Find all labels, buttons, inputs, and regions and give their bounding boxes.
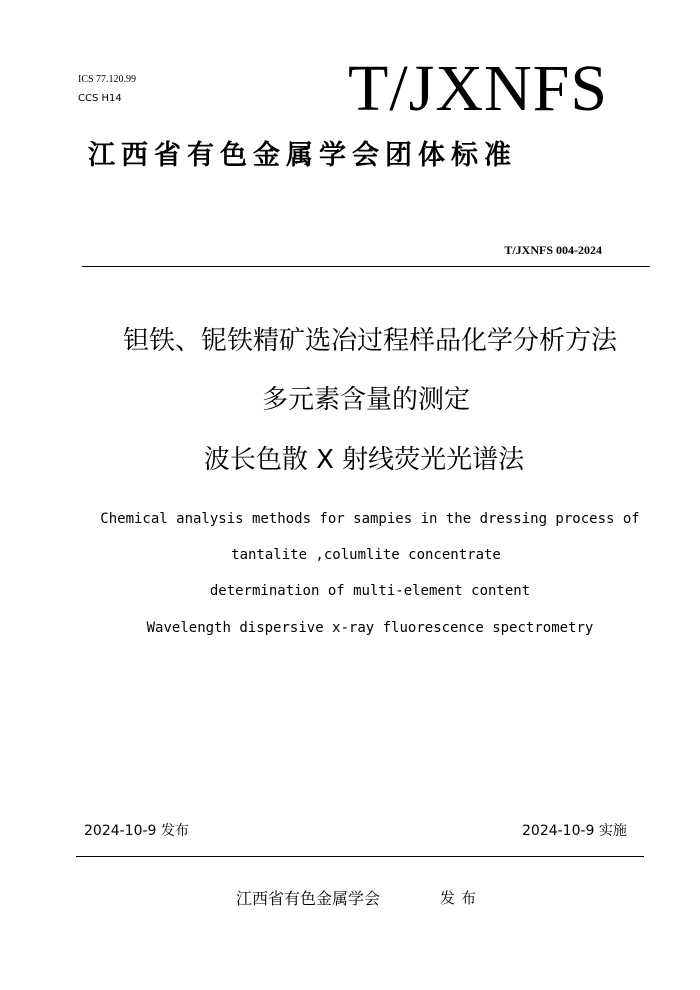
ccs-code: CCS H14 xyxy=(78,93,122,104)
title-en-line-1: Chemical analysis methods for sampies in the dressing process of xyxy=(100,511,640,527)
standard-brand: T/JXNFS xyxy=(348,52,609,125)
issue-label: 发布 xyxy=(440,889,483,907)
implementation-date: 2024-10-9 实施 xyxy=(522,823,627,839)
title-cn-line-1: 钽铁、铌铁精矿选冶过程样品化学分析方法 xyxy=(122,326,617,356)
organization-title: 江西省有色金属学会团体标准 xyxy=(88,140,517,171)
ics-code: ICS 77.120.99 xyxy=(78,74,137,85)
standard-number: T/JXNFS 004-2024 xyxy=(504,243,602,257)
issuer-name: 江西省有色金属学会 xyxy=(236,889,381,908)
issue-date: 2024-10-9 发布 xyxy=(84,823,189,839)
title-cn-line-2: 多元素含量的测定 xyxy=(261,385,470,415)
title-en-line-2: tantalite ,columlite concentrate xyxy=(231,547,501,563)
top-divider xyxy=(82,266,650,267)
bottom-divider xyxy=(76,856,644,857)
title-en-line-4: Wavelength dispersive x-ray fluorescence spectrometry xyxy=(146,620,594,636)
title-en-line-3: determination of multi-element content xyxy=(209,583,531,599)
title-cn-line-3: 波长色散 X 射线荧光光谱法 xyxy=(203,445,525,475)
